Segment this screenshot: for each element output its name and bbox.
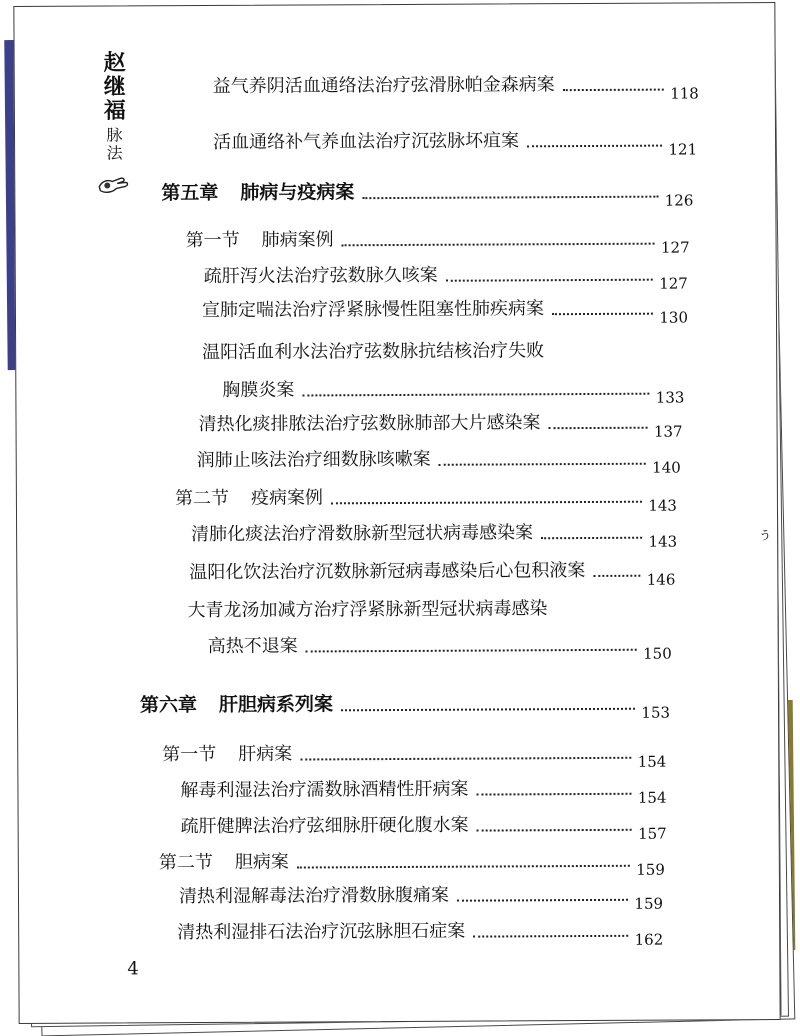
toc-entry-page: 143 <box>648 532 678 551</box>
toc-entry-page: 133 <box>655 388 685 407</box>
toc-entry-page: 127 <box>660 238 690 257</box>
leader-dots <box>549 425 648 430</box>
leader-dots <box>593 573 640 577</box>
toc-entry[interactable] <box>198 408 683 441</box>
toc-entry-page: 121 <box>668 140 698 159</box>
toc-entry[interactable] <box>180 810 667 843</box>
toc-entry[interactable] <box>191 518 678 551</box>
toc-entry-title: 疏肝健脾法治疗弦细脉肝硬化腹水案 <box>180 814 469 838</box>
toc-entry-title: 宣肺定喘法治疗浮紧脉慢性阻塞性肺疾病案 <box>201 298 544 322</box>
leader-dots <box>446 277 653 282</box>
toc-entry[interactable] <box>213 125 698 159</box>
toc-entry[interactable] <box>180 774 667 807</box>
toc-chapter-entry[interactable] <box>139 688 671 722</box>
book-subtitle: 脉法 <box>103 126 124 163</box>
toc-chapter-entry[interactable] <box>161 175 694 210</box>
section-number: 第一节 <box>162 743 217 766</box>
leader-dots <box>306 647 637 653</box>
toc-entry[interactable] <box>212 69 699 103</box>
toc-entry-page: 159 <box>636 860 665 879</box>
section-number: 第二节 <box>174 487 229 510</box>
toc-entry-page: 126 <box>664 191 694 210</box>
pulse-hand-icon <box>96 170 130 200</box>
toc-entry-title: 益气养阴活血通络法治疗弦滑脉帕金森病案 <box>212 74 555 97</box>
section-title: 肝病案 <box>238 743 293 765</box>
leader-dots <box>342 241 655 247</box>
toc-section-entry[interactable] <box>185 223 690 257</box>
toc-entry-page: 146 <box>646 570 676 589</box>
running-header <box>93 50 134 200</box>
toc-entry[interactable] <box>222 373 685 407</box>
toc-entry[interactable] <box>201 293 689 327</box>
leader-dots <box>341 706 635 712</box>
chapter-number: 第六章 <box>139 694 198 717</box>
toc-entry-page: 137 <box>653 422 683 441</box>
toc-entry[interactable] <box>196 444 681 477</box>
chapter-title: 肝胆病系列案 <box>218 693 334 716</box>
toc-entry-title: 清肺化痰法治疗滑数脉新型冠状病毒感染案 <box>191 522 534 546</box>
section-title: 疫病案例 <box>250 487 323 509</box>
margin-mark: ぅ <box>757 524 774 544</box>
toc-entry-page: 140 <box>652 458 681 477</box>
chapter-number: 第五章 <box>161 181 219 205</box>
toc-entry-title: 润肺止咳法治疗细数脉咳嗽案 <box>196 448 431 472</box>
toc-entry-title <box>140 689 333 717</box>
toc-section-entry[interactable] <box>162 738 667 771</box>
toc-entry-page: 159 <box>634 894 664 913</box>
toc-entry-title <box>159 848 289 875</box>
leader-dots <box>541 535 642 540</box>
leader-dots <box>297 863 630 869</box>
toc-entry-title: 清热利湿解毒法治疗滑数脉腹痛案 <box>178 884 450 908</box>
toc-entry-title: 解毒利湿法治疗濡数脉酒精性肝病案 <box>180 778 469 802</box>
toc-entry[interactable] <box>189 556 676 589</box>
toc-section-entry[interactable] <box>158 846 665 879</box>
leader-dots <box>552 311 653 316</box>
section-title: 肺病案例 <box>261 229 334 251</box>
leader-dots <box>563 87 664 92</box>
toc-entry-page: 118 <box>670 84 699 103</box>
toc-entry-title: 温阳化饮法治疗沉数脉新冠病毒感染后心包积液案 <box>189 560 586 584</box>
leader-dots <box>362 194 658 200</box>
book-author-title: 赵继福 <box>100 50 127 123</box>
leader-dots <box>439 461 646 466</box>
toc-entry-page: 154 <box>637 752 667 771</box>
toc-entry[interactable] <box>177 916 664 949</box>
page-number: 4 <box>127 958 139 980</box>
toc-entry-title <box>185 225 333 252</box>
section-number: 第一节 <box>185 229 240 252</box>
toc-entry-page: 143 <box>648 496 678 515</box>
leader-dots <box>302 391 649 397</box>
toc-entry-page: 157 <box>637 824 667 843</box>
toc-entry-title: 高热不退案 <box>207 635 298 657</box>
toc-entry-title: 胸膜炎案 <box>222 379 295 401</box>
toc-entry-title: 活血通络补气养血法治疗沉弦脉坏疽案 <box>213 130 520 153</box>
toc-entry-title <box>161 177 354 205</box>
chapter-title: 肺病与疫病案 <box>240 181 355 204</box>
toc-entry-page: 154 <box>637 788 667 807</box>
leader-dots <box>331 499 642 505</box>
toc-entry-page: 130 <box>659 308 689 327</box>
toc-entry-page: 162 <box>634 930 664 949</box>
toc-entry-title <box>162 740 292 767</box>
leader-dots <box>457 897 628 902</box>
leader-dots <box>476 791 631 796</box>
toc-entry-title: 清热利湿排石法治疗沉弦脉胆石症案 <box>177 920 466 944</box>
leader-dots <box>300 755 631 761</box>
section-number: 第二节 <box>158 851 213 874</box>
toc-entry-title <box>175 483 323 510</box>
leader-dots <box>527 143 662 148</box>
toc-entry[interactable] <box>203 259 688 293</box>
toc-entry-title-line[interactable]: 温阳活血利水法治疗弦数脉抗结核治疗失败 <box>202 340 545 364</box>
leader-dots <box>477 827 632 832</box>
toc-entry-page: 153 <box>641 703 671 722</box>
toc-entry[interactable] <box>207 630 672 663</box>
leader-dots <box>473 933 628 938</box>
toc-entry-title: 清热化痰排脓法治疗弦数脉肺部大片感染案 <box>198 412 541 436</box>
toc-entry-page: 150 <box>643 644 672 663</box>
toc-entry[interactable] <box>178 880 664 913</box>
toc-entry-title: 疏肝泻火法治疗弦数脉久咳案 <box>203 264 438 288</box>
toc-entry-title-line[interactable]: 大青龙汤加减方治疗浮紧脉新型冠状病毒感染 <box>187 598 548 622</box>
toc-page <box>13 2 780 1024</box>
section-title: 胆病案 <box>234 851 289 873</box>
toc-section-entry[interactable] <box>174 482 678 515</box>
toc-entry-page: 127 <box>659 274 688 293</box>
